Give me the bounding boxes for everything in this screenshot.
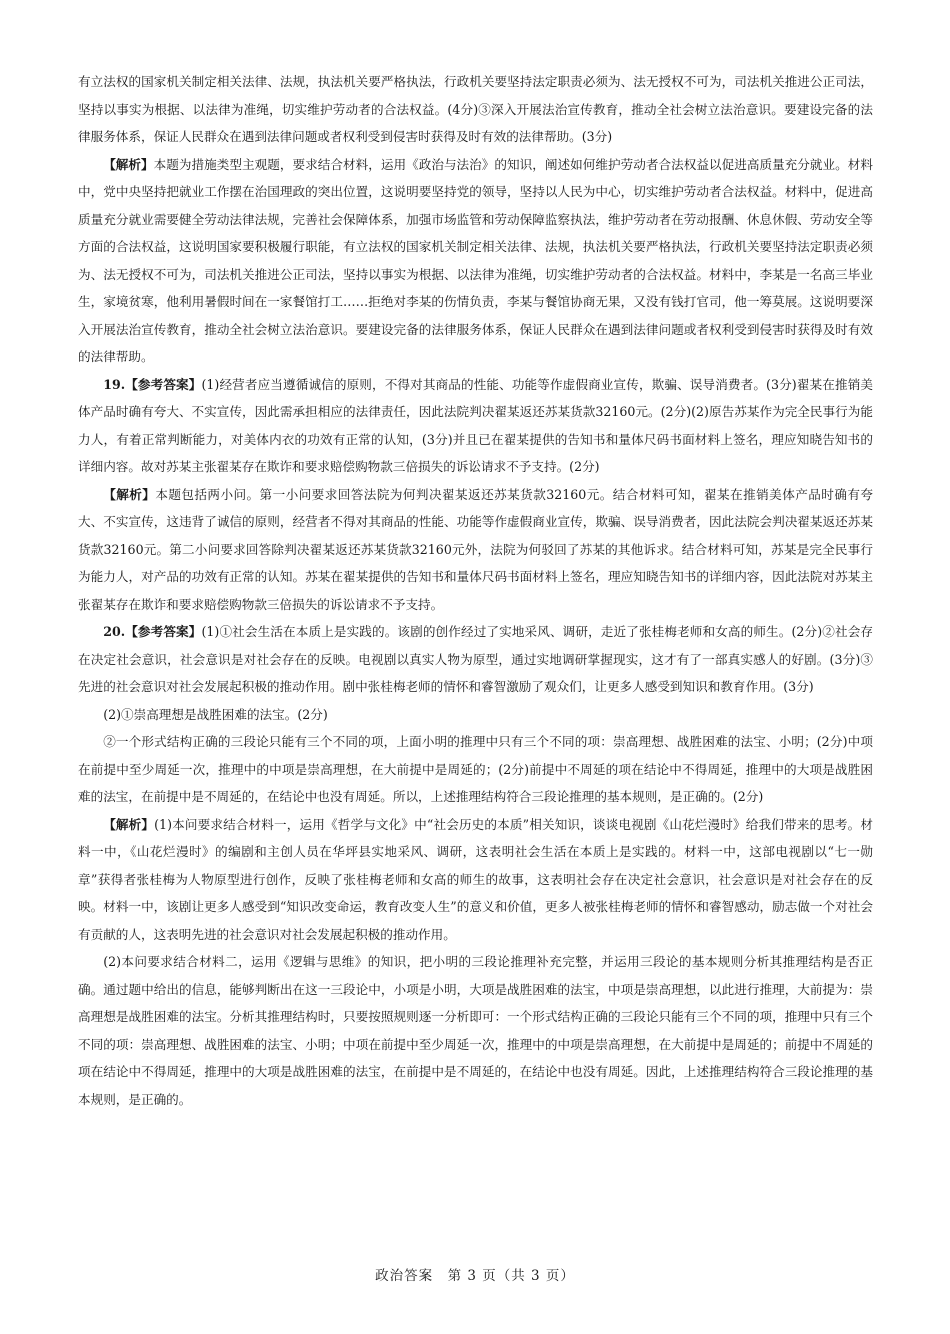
paragraph-continuation: 有立法权的国家机关制定相关法律、法规，执法机关要严格执法，行政机关要坚持法定职责必须为、法无授权不可为，司法机关推进公正司法，坚持以事实为根据、以法律为准绳，切实维护劳动者的合法权益。(4分)③深入开展法治宣传教育，推动全社会树立法治意识。要建设完备的法律服务体系，保证人民群众在遇到法律问题或者权利受到侵害时获得及时有效的法律帮助。(3分)	[78, 74, 873, 144]
answer-content	[78, 68, 873, 1113]
answer-20	[78, 618, 873, 701]
answer-label: 19.【参考答案】	[103, 376, 202, 392]
analysis-label: 【解析】	[103, 816, 155, 832]
analysis-label: 【解析】	[103, 486, 156, 502]
analysis-20-part2: (2)本问要求结合材料二，运用《逻辑与思维》的知识，把小明的三段论推理补充完整，并运用三段论的基本规则分析其推理结构是否正确。通过题中给出的信息，能够判断出在这一三段论中，小项是小明，大项是战胜困难的法宝，中项是崇高理想，以此进行推理，大前提为：崇高理想是战胜困难的法宝。分析其推理结构时，只要按照规则逐一分析即可：一个形式结构正确的三段论只能有三个不同的项，推理中只有三个不同的项：崇高理想、战胜困难的法宝、小明；中项在前提中至少周延一次，推理中的中项是崇高理想，在大前提中是周延的；前提中不周延的项在结论中不得周延，推理中的大项是战胜困难的法宝，在前提中是不周延的，在结论中也没有周延。因此，上述推理结构符合三段论推理的基本规则，是正确的。	[78, 954, 873, 1107]
answer-text: (1)经营者应当遵循诚信的原则，不得对其商品的性能、功能等作虚假商业宣传，欺骗、误导消费者。(3分)翟某在推销美体产品时确有夸大、不实宣传，因此需承担相应的法律责任，因此法院判决翟某返还苏某货款32160元。(2分)(2)原告苏某作为完全民事行为能力人，有着正常判断能力，对美体内衣的功效有正常的认知，(3分)并且已在翟某提供的告知书和量体尺码书面材料上签名，理应知晓告知书的详细内容。故对苏某主张翟某存在欺诈和要求赔偿购物款三倍损失的诉讼请求不予支持。(2分)	[78, 376, 873, 474]
page-footer: 政治答案 第 3 页（共 3 页）	[375, 1268, 575, 1284]
analysis-label: 【解析】	[103, 156, 154, 172]
answer-20-part2-reasoning: ②一个形式结构正确的三段论只能有三个不同的项，上面小明的推理中只有三个不同的项：崇高理想、战胜困难的法宝、小明；(2分)中项在前提中至少周延一次，推理中的中项是崇高理想，在大前提中是周延的；(2分)前提中不周延的项在结论中不得周延，推理中的大项是战胜困难的法宝，在前提中是不周延的，在结论中也没有周延。所以，上述推理结构符合三段论推理的基本规则，是正确的。(2分)	[78, 734, 873, 804]
analysis-text: 本题包括两小问。第一小问要求回答法院为何判决翟某返还苏某货款32160元。结合材料可知，翟某在推销美体产品时确有夸大、不实宣传，这违背了诚信的原则，经营者不得对其商品的性能、功能等作虚假商业宣传，欺骗、误导消费者，因此法院会判决翟某返还苏某货款32160元。第二小问要求回答除判决翟某返还苏某货款32160元外，法院为何驳回了苏某的其他诉求。结合材料可知，苏某是完全民事行为能力人，对产品的功效有正常的认知。苏某在翟某提供的告知书和量体尺码书面材料上签名，理应知晓告知书的详细内容，因此法院对苏某主张翟某存在欺诈和要求赔偿购物款三倍损失的诉讼请求不予支持。	[78, 486, 873, 612]
answer-19	[78, 371, 873, 481]
analysis-18	[78, 151, 873, 371]
analysis-text: 本题为措施类型主观题，要求结合材料，运用《政治与法治》的知识，阐述如何维护劳动者合法权益以促进高质量充分就业。材料中，党中央坚持把就业工作摆在治国理政的突出位置，这说明要坚持党的领导，坚持以人民为中心，切实维护劳动者合法权益。材料中，促进高质量充分就业需要健全劳动法律法规，完善社会保障体系，加强市场监管和劳动保障监察执法，维护劳动者在劳动报酬、休息休假、劳动安全等方面的合法权益，这说明国家要积极履行职能，有立法权的国家机关制定相关法律、法规，执法机关要严格执法，行政机关要坚持法定职责必须为、法无授权不可为，司法机关推进公正司法，坚持以事实为根据、以法律为准绳，切实维护劳动者的合法权益。材料中，李某是一名高三毕业生，家境贫寒，他利用暑假时间在一家餐馆打工……拒绝对李某的伤情负责，李某与餐馆协商无果，又没有钱打官司，他一筹莫展。这说明要深入开展法治宣传教育，推动全社会树立法治意识。要建设完备的法律服务体系，保证人民群众在遇到法律问题或者权利受到侵害时获得及时有效的法律帮助。	[78, 156, 874, 364]
answer-text: (1)①社会生活在本质上是实践的。该剧的创作经过了实地采风、调研，走近了张桂梅老师和女高的师生。(2分)②社会存在决定社会意识，社会意识是对社会存在的反映。电视剧以真实人物为原型，通过实地调研掌握现实，这才有了一部真实感人的好剧。(3分)③先进的社会意识对社会发展起积极的推动作用。剧中张桂梅老师的情怀和睿智激励了观众们，让更多人感受到知识和教育作用。(3分)	[78, 624, 873, 694]
analysis-19	[78, 481, 873, 619]
answer-label: 20.【参考答案】	[103, 624, 202, 639]
answer-20-part2: (2)①崇高理想是战胜困难的法宝。(2分)	[103, 706, 328, 722]
analysis-20	[78, 811, 873, 949]
analysis-text: (1)本问要求结合材料一，运用《哲学与文化》中“社会历史的本质”相关知识，谈谈电视剧《山花烂漫时》给我们带来的思考。材料一中，《山花烂漫时》的编剧和主创人员在华坪县实地采风、调研，这表明社会生活在本质上是实践的。材料一中，这部电视剧以“七一勋章”获得者张桂梅为人物原型进行创作，反映了张桂梅老师和女高的师生的故事，这表明社会存在决定社会意识，社会意识是对社会存在的反映。材料一中，该剧让更多人感受到“知识改变命运，教育改变人生”的意义和价值，更多人被张桂梅老师的情怀和睿智感动，励志做一个对社会有贡献的人，这表明先进的社会意识对社会发展起积极的推动作用。	[78, 816, 873, 942]
